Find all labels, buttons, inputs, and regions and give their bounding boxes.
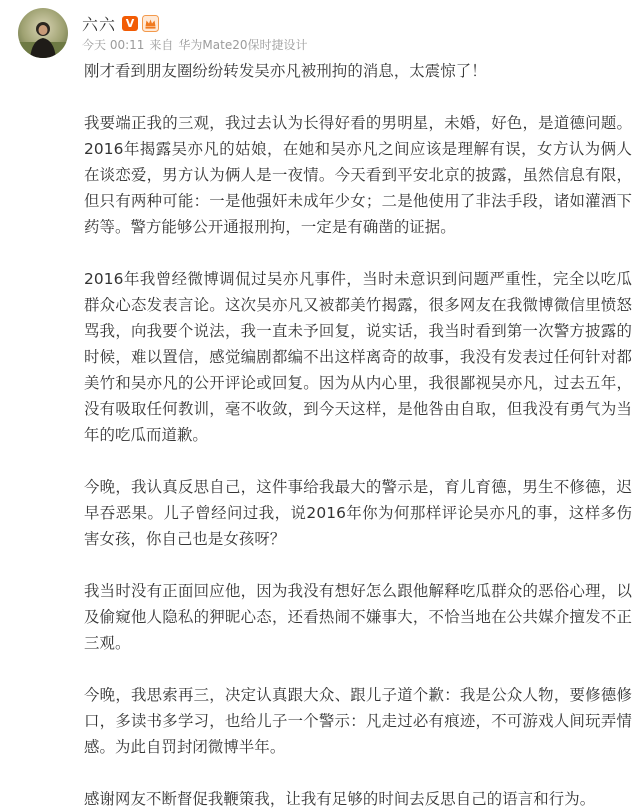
crown-member-icon[interactable]	[142, 15, 159, 32]
author-avatar[interactable]	[18, 8, 68, 58]
post-paragraph: 我要端正我的三观，我过去认为长得好看的男明星，未婚，好色，是道德问题。2016年揭露吴亦凡的姑娘，在她和吴亦凡之间应该是理解有误，女方认为俩人在谈恋爱，男方认为俩人是一夜情。今天看到平安北京的披露，虽然信息有限，但只有两种可能：一是他强奸未成年少女；二是他使用了非法手段，诸如灌酒下药等。警方能够公开通报刑拘，一定是有确凿的证据。	[84, 114, 632, 236]
post-time[interactable]: 今天 00:11	[82, 38, 145, 52]
post-paragraph: 刚才看到朋友圈纷纷转发吴亦凡被刑拘的消息，太震惊了！	[84, 62, 487, 80]
author-name[interactable]: 六六	[82, 14, 117, 34]
post-paragraph: 感谢网友不断督促我鞭策我，让我有足够的时间去反思自己的语言和行为。	[84, 790, 596, 808]
post-device[interactable]: 华为Mate20保时捷设计	[178, 38, 308, 52]
post-paragraph: 今晚，我思索再三，决定认真跟大众、跟儿子道个歉：我是公众人物，要修德修口，多读书多学习，也给儿子一个警示：凡走过必有痕迹，不可游戏人间玩弄情感。为此自罚封闭微博半年。	[84, 686, 632, 756]
post-subline	[82, 36, 313, 53]
post-paragraph: 2016年我曾经微博调侃过吴亦凡事件，当时未意识到问题严重性，完全以吃瓜群众心态发表言论。这次吴亦凡又被都美竹揭露，很多网友在我微博微信里愤怒骂我，向我要个说法，我一直未予回复，说实话，我当时看到第一次警方披露的时候，难以置信，感觉编剧都编不出这样离奇的故事，我没有发表过任何针对都美竹和吴亦凡的公开评论或回复。因为从内心里，我很鄙视吴亦凡，过去五年，没有吸取任何教训，毫不收敛，到今天这样，是他咎由自取，但我没有勇气为当年的吃瓜而道歉。	[84, 270, 632, 444]
post-meta	[82, 11, 313, 53]
source-prefix: 来自	[149, 38, 174, 52]
avatar-photo-icon	[18, 8, 68, 58]
post-header	[18, 8, 313, 58]
post-paragraph: 我当时没有正面回应他，因为我没有想好怎么跟他解释吃瓜群众的恶俗心理，以及偷窥他人隐私的狎昵心态，还看热闹不嫌事大，不恰当地在公共媒介擅发不正三观。	[84, 582, 632, 652]
post-paragraph: 今晚，我认真反思自己，这件事给我最大的警示是，育儿育德，男生不修德，迟早吞恶果。儿子曾经问过我，说2016年你为何那样评论吴亦凡的事，这样多伤害女孩，你自己也是女孩呀？	[84, 478, 632, 548]
vip-badge-icon[interactable]: V	[122, 16, 138, 31]
post-body	[84, 58, 632, 812]
name-row	[82, 11, 313, 35]
